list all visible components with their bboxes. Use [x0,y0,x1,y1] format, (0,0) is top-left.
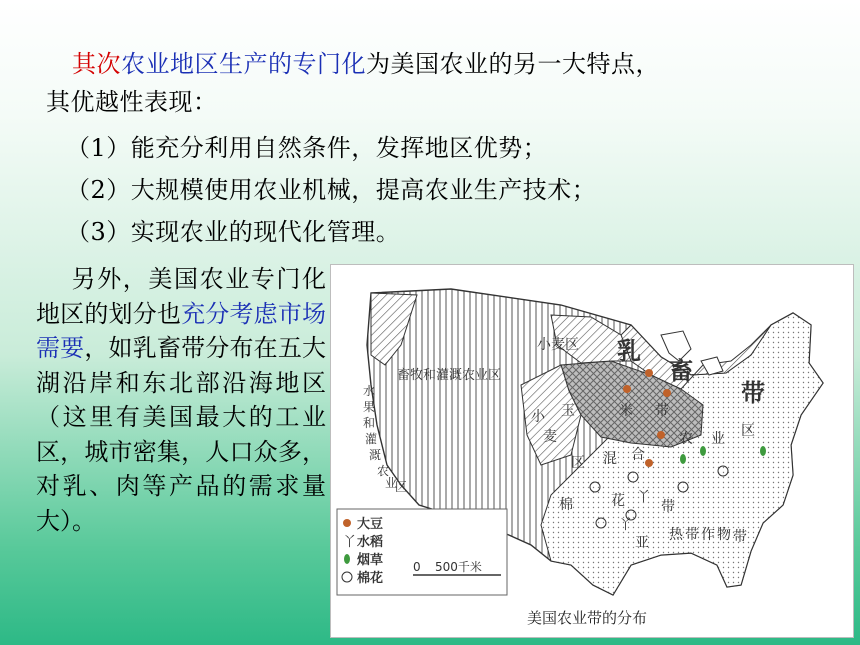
label-cotton-1: 棉 [559,497,573,513]
legend-label-soybean: 大豆 [357,517,384,532]
label-west-3: 和 [363,416,376,430]
soybean-icon [663,389,671,397]
legend-tobacco-icon [344,554,350,564]
label-dairy-1: 乳 [617,337,641,365]
rice-icon: 丫 [619,518,633,533]
us-agriculture-belt-map [330,264,854,638]
soybean-icon [645,369,653,377]
label-mixed-agri-2: 业 [711,431,725,447]
scale-zero: 0 [413,560,421,574]
label-mixed-agri-1: 农 [679,431,693,447]
label-sub-2: 热 [669,527,683,543]
label-ranch: 畜牧和灌溉农业区 [397,368,502,383]
map-legend [337,509,507,595]
label-sub-6: 带 [733,529,747,545]
map-graphic [331,265,853,637]
legend-label-cotton: 棉花 [357,571,384,586]
label-sub-1: 亚 [635,535,649,551]
scale-label: 500千米 [435,560,482,574]
soybean-icon [657,431,665,439]
intro-rest: 为美国农业的另一大特点， [366,50,660,78]
label-cotton-2: 花 [611,493,625,509]
map-caption: 美国农业带的分布 [527,609,648,627]
intro-line-2: 其优越性表现： [46,88,218,116]
point-1: （1）能充分利用自然条件，发挥地区优势； [66,134,548,162]
label-dairy-3: 带 [741,379,765,407]
label-mixed-1: 混 [603,451,617,467]
label-west-1: 水 [363,384,376,398]
rice-icon: 丫 [637,490,651,505]
paragraph-before: 另外，美国农业专门化地区的划分也 [36,265,326,328]
legend-label-tobacco: 烟草 [357,553,384,568]
soybean-icon [623,385,631,393]
label-sub-4: 作 [701,527,715,543]
intro-highlight: 其次 [72,50,121,78]
legend-rice-icon: 丫 [343,535,357,550]
label-corn-1: 玉 [561,403,575,419]
label-sub-5: 物 [717,527,731,543]
tobacco-icon [700,446,706,456]
label-west-8: 区 [395,480,408,494]
label-wheat-top: 小麦区 [537,337,579,353]
label-corn-2: 米 [619,403,633,419]
intro-topic: 农业地区生产的专门化 [121,50,366,78]
label-west-4: 灌 [365,432,378,446]
label-corn-3: 带 [655,403,669,419]
paragraph-after: ，如乳畜带分布在五大湖沿岸和东北部沿海地区（这里有美国最大的工业区，城市密集，人口众多，对乳、肉等产品的需求量大）。 [36,334,327,535]
tobacco-icon [680,454,686,464]
point-2: （2）大规模使用农业机械，提高农业生产技术； [66,176,597,204]
label-dairy-2: 畜 [669,357,693,385]
tobacco-icon [760,446,766,456]
point-3: （3）实现农业的现代化管理。 [66,218,401,246]
label-sub-3: 带 [685,527,699,543]
label-west-5: 溉 [369,448,382,462]
market-paragraph [36,262,326,538]
label-mixed-2: 合 [631,447,645,463]
legend-label-rice: 水稻 [357,535,384,550]
label-west-6: 农 [377,464,390,478]
soybean-icon [645,459,653,467]
label-west-2: 果 [363,400,376,414]
label-wheat-qu: 区 [571,455,585,471]
paragraph-emphasis: 充分考虑市场需要 [36,299,327,362]
legend-soybean-icon [343,519,351,527]
intro-line-1 [72,44,660,79]
label-west-7: 业 [385,476,398,490]
label-cotton-dai: 带 [661,499,675,515]
label-wheat-left-1: 小 [531,409,545,425]
label-mixed-agri-3: 区 [741,423,755,439]
label-wheat-left-2: 麦 [543,429,557,445]
